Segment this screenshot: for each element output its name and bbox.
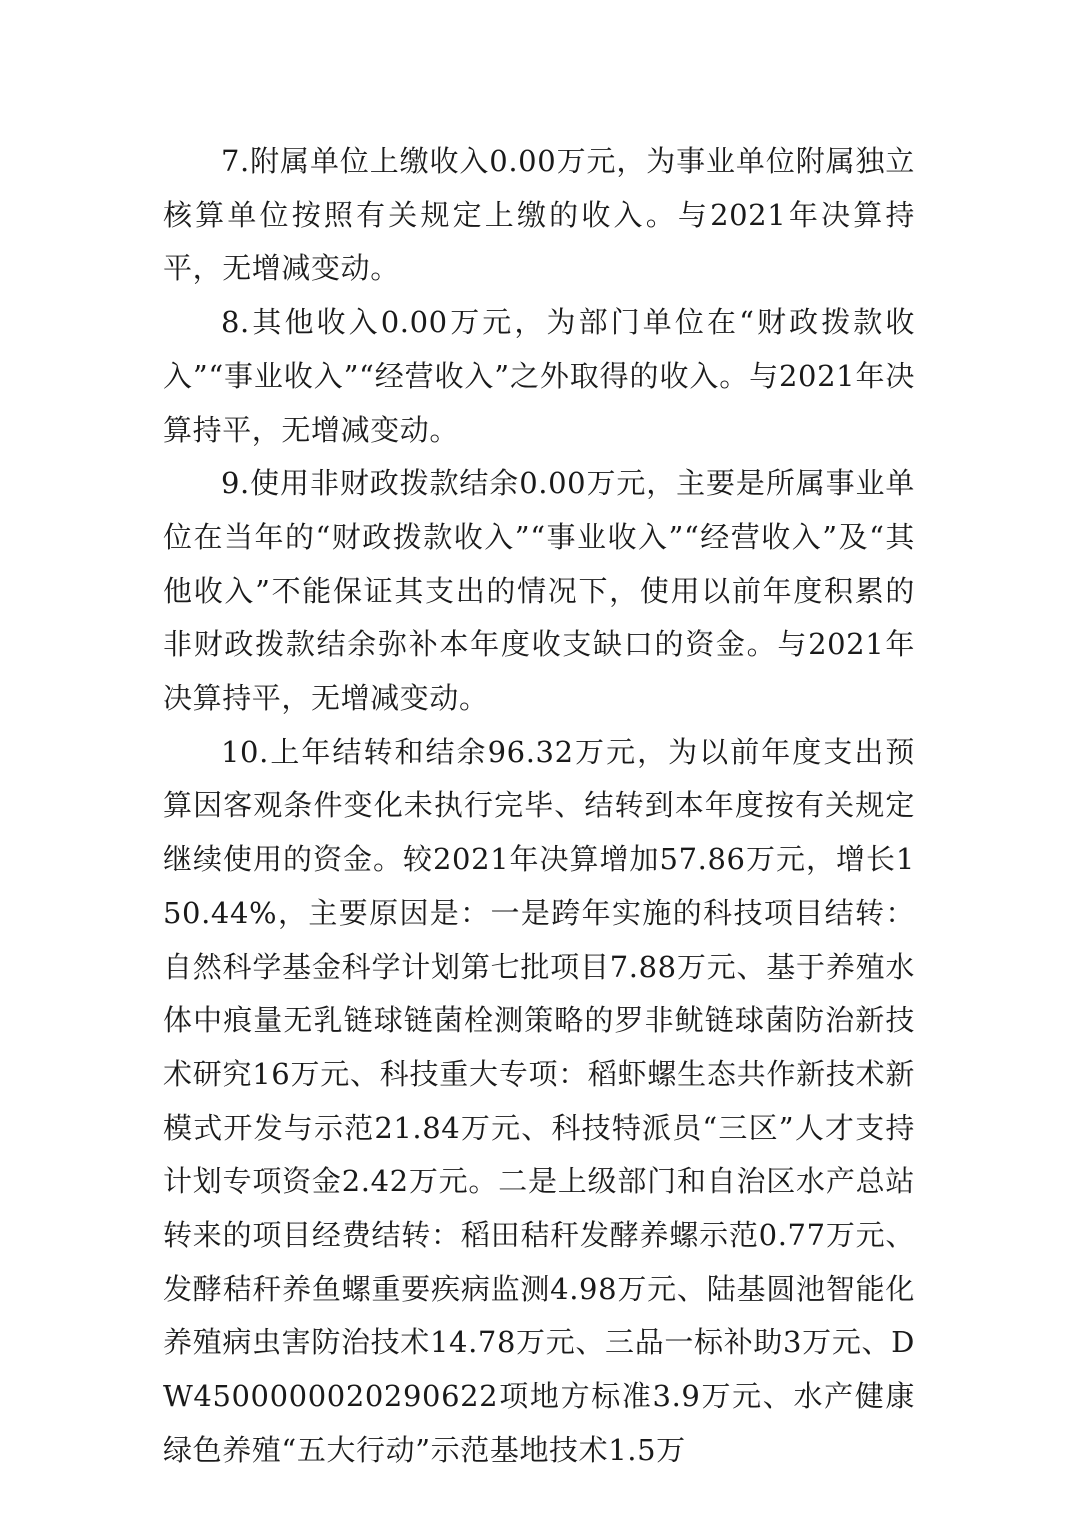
- paragraph-item-9: 9.使用非财政拨款结余0.00万元，主要是所属事业单位在当年的“财政拨款收入”“事业收入”“经营收入”及“其他收入”不能保证其支出的情况下，使用以前年度积累的非财政拨款结余弥补本年度收支缺口的资金。与2021年决算持平，无增减变动。: [163, 466, 915, 716]
- paragraph-item-7: 7.附属单位上缴收入0.00万元，为事业单位附属独立核算单位按照有关规定上缴的收入。与2021年决算持平，无增减变动。: [163, 144, 915, 286]
- paragraph-item-10: 10.上年结转和结余96.32万元，为以前年度支出预算因客观条件变化未执行完毕、结转到本年度按有关规定继续使用的资金。较2021年决算增加57.86万元，增长150.44%，主要原因是：一是跨年实施的科技项目结转：自然科学基金科学计划第七批项目7.88万元、基于养殖水体中痕量无乳链球链菌栓测策略的罗非鱿链球菌防治新技术研究16万元、科技重大专项：稻虾螺生态共作新技术新模式开发与示范21.84万元、科技特派员“三区”人才支持计划专项资金2.42万元。二是上级部门和自治区水产总站转来的项目经费结转：稻田秸秆发酵养螺示范0.77万元、发酵秸秆养鱼螺重要疾病监测4.98万元、陆基圆池智能化养殖病虫害防治技术14.78万元、三品一标补助3万元、DW4500000020290622项地方标准3.9万元、水产健康绿色养殖“五大行动”示范基地技术1.5万: [163, 734, 915, 1467]
- document-body: [163, 135, 915, 1478]
- paragraph-item-8: 8.其他收入0.00万元，为部门单位在“财政拨款收入”“事业收入”“经营收入”之外取得的收入。与2021年决算持平，无增减变动。: [163, 305, 915, 447]
